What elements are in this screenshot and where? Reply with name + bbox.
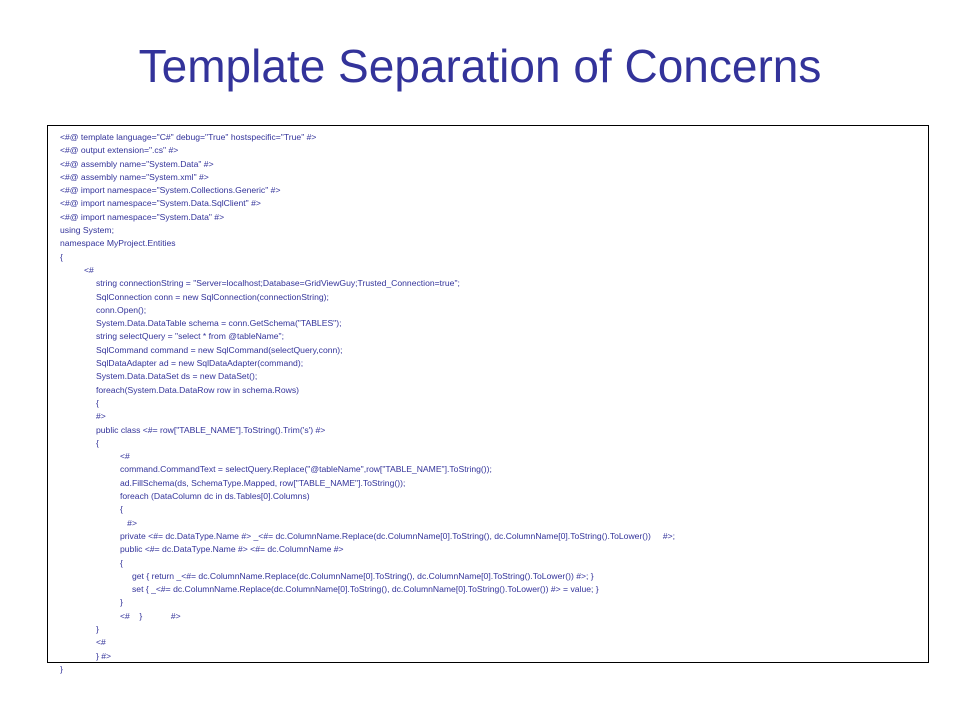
code-line: }: [120, 597, 123, 608]
code-line: <#: [96, 637, 106, 648]
code-line: <#@ import namespace="System.Data" #>: [60, 211, 225, 222]
code-line: <#@ import namespace="System.Collections.Generic" #>: [60, 185, 281, 196]
code-line: }: [96, 623, 99, 634]
code-line: SqlCommand command = new SqlCommand(selectQuery,conn);: [96, 344, 343, 355]
code-line: <# } #>: [120, 610, 181, 621]
code-line: namespace MyProject.Entities: [60, 238, 176, 249]
code-line: using System;: [60, 225, 114, 236]
code-line: <#: [120, 451, 130, 462]
code-line: string selectQuery = "select * from @tableName";: [96, 331, 284, 342]
slide-title: Template Separation of Concerns: [138, 40, 822, 92]
code-line: {: [96, 437, 99, 448]
code-line: string connectionString = "Server=localhost;Database=GridViewGuy;Trusted_Connection=true";: [96, 278, 460, 289]
code-line: foreach (DataColumn dc in ds.Tables[0].Columns): [120, 491, 310, 502]
code-line: #>: [96, 411, 106, 422]
code-line: conn.Open();: [96, 304, 147, 315]
code-line: <#@ assembly name="System.Data" #>: [60, 158, 214, 169]
code-line: {: [120, 504, 123, 515]
code-line: <#@ template language="C#" debug="True" hostspecific="True" #>: [60, 132, 317, 142]
code-line: public <#= dc.DataType.Name #> <#= dc.ColumnName #>: [120, 544, 344, 555]
code-line: {: [60, 251, 63, 262]
code-line: <#@ assembly name="System.xml" #>: [60, 171, 209, 182]
code-line: <#@ output extension=".cs" #>: [60, 145, 179, 156]
code-line: set { _<#= dc.ColumnName.Replace(dc.ColumnName[0].ToString(), dc.ColumnName[0].ToString().ToLower()) #> = value; }: [132, 584, 599, 595]
code-line: <#: [84, 264, 94, 275]
code-line: SqlDataAdapter ad = new SqlDataAdapter(command);: [96, 358, 304, 369]
code-line: }: [60, 663, 63, 674]
code-line: SqlConnection conn = new SqlConnection(connectionString);: [96, 291, 329, 302]
code-line: {: [96, 397, 99, 408]
code-line: foreach(System.Data.DataRow row in schema.Rows): [96, 384, 299, 395]
code-line: public class <#= row["TABLE_NAME"].ToString().Trim('s') #>: [96, 424, 326, 435]
code-block: [47, 125, 929, 674]
code-line: command.CommandText = selectQuery.Replace("@tableName",row["TABLE_NAME"].ToString());: [120, 464, 492, 475]
code-line: <#@ import namespace="System.Data.SqlClient" #>: [60, 198, 261, 209]
code-line: } #>: [96, 650, 112, 661]
code-line: System.Data.DataSet ds = new DataSet();: [96, 371, 258, 382]
code-line: ad.FillSchema(ds, SchemaType.Mapped, row["TABLE_NAME"].ToString());: [120, 477, 406, 488]
code-line: System.Data.DataTable schema = conn.GetSchema("TABLES");: [96, 318, 342, 329]
code-line: private <#= dc.DataType.Name #> _<#= dc.ColumnName.Replace(dc.ColumnName[0].ToString(), dc.ColumnName[0].ToString().ToLower()) #>;: [120, 530, 676, 541]
code-line: #>: [120, 517, 137, 528]
code-line: get { return _<#= dc.ColumnName.Replace(dc.ColumnName[0].ToString(), dc.ColumnName[0].ToString().ToLower()) #>; }: [132, 570, 594, 581]
code-line: {: [120, 557, 123, 568]
